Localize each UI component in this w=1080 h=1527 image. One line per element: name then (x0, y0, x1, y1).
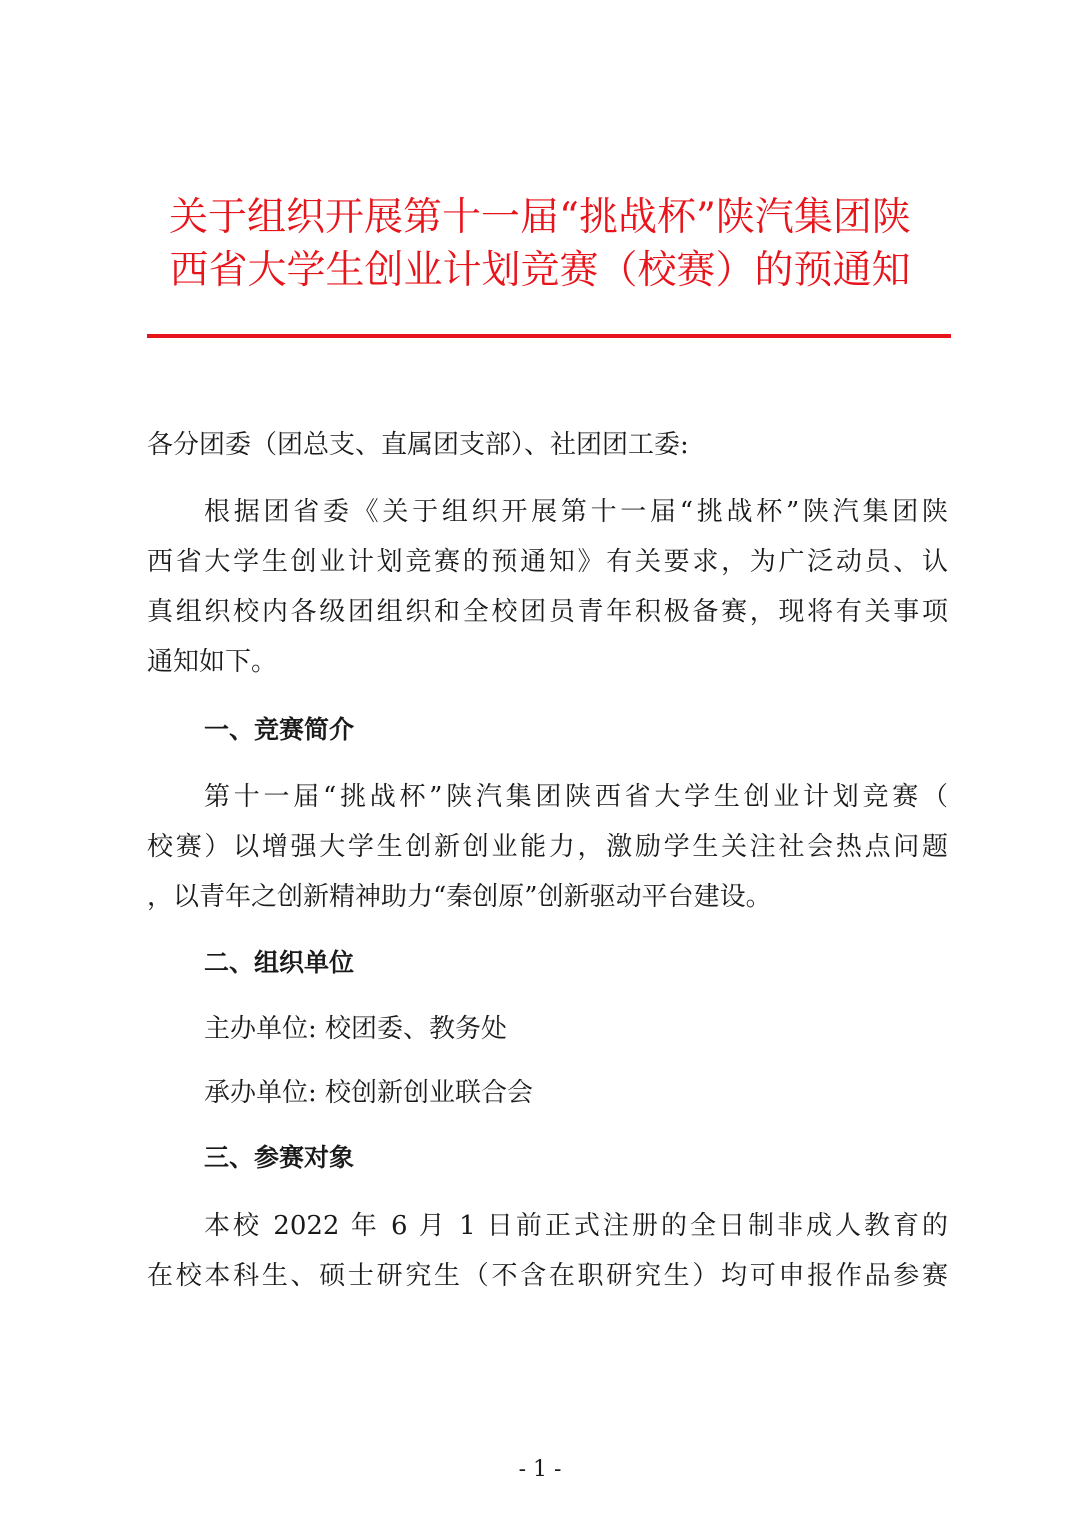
document-title-line-2: 西省大学生创业计划竞赛（校赛）的预通知 (169, 248, 911, 293)
page-number: - 1 - (518, 1457, 562, 1482)
organizer-line: 主办单位: 校团委、教务处 (204, 1014, 508, 1044)
salutation: 各分团委（团总支、直属团支部）、社团团工委: (147, 430, 689, 460)
section1-paragraph-line-3: ，以青年之创新精神助力“秦创原”创新驱动平台建设。 (147, 882, 772, 912)
section-heading-3: 三、参赛对象 (204, 1143, 355, 1172)
intro-paragraph-line-2: 西省大学生创业计划竞赛的预通知》有关要求，为广泛动员、认 (147, 547, 948, 577)
red-divider-line (147, 334, 951, 338)
section-heading-1: 一、竞赛简介 (204, 715, 355, 744)
intro-paragraph-line-4: 通知如下。 (147, 647, 278, 677)
intro-paragraph-line-1: 根据团省委《关于组织开展第十一届“挑战杯”陕汽集团陕 (204, 497, 948, 527)
intro-paragraph-line-3: 真组织校内各级团组织和全校团员青年积极备赛，现将有关事项 (147, 597, 948, 627)
co-organizer-line: 承办单位: 校创新创业联合会 (204, 1078, 534, 1108)
section1-paragraph-line-2: 校赛）以增强大学生创新创业能力，激励学生关注社会热点问题 (147, 832, 948, 862)
section1-paragraph-line-1: 第十一届“挑战杯”陕汽集团陕西省大学生创业计划竞赛（ (204, 782, 948, 812)
document-title-line-1: 关于组织开展第十一届“挑战杯”陕汽集团陕 (169, 195, 911, 240)
section-heading-2: 二、组织单位 (204, 948, 355, 977)
section3-paragraph-line-2: 在校本科生、硕士研究生（不含在职研究生）均可申报作品参赛 (147, 1261, 948, 1291)
section3-paragraph-line-1: 本校 2022 年 6 月 1 日前正式注册的全日制非成人教育的 (204, 1211, 948, 1241)
